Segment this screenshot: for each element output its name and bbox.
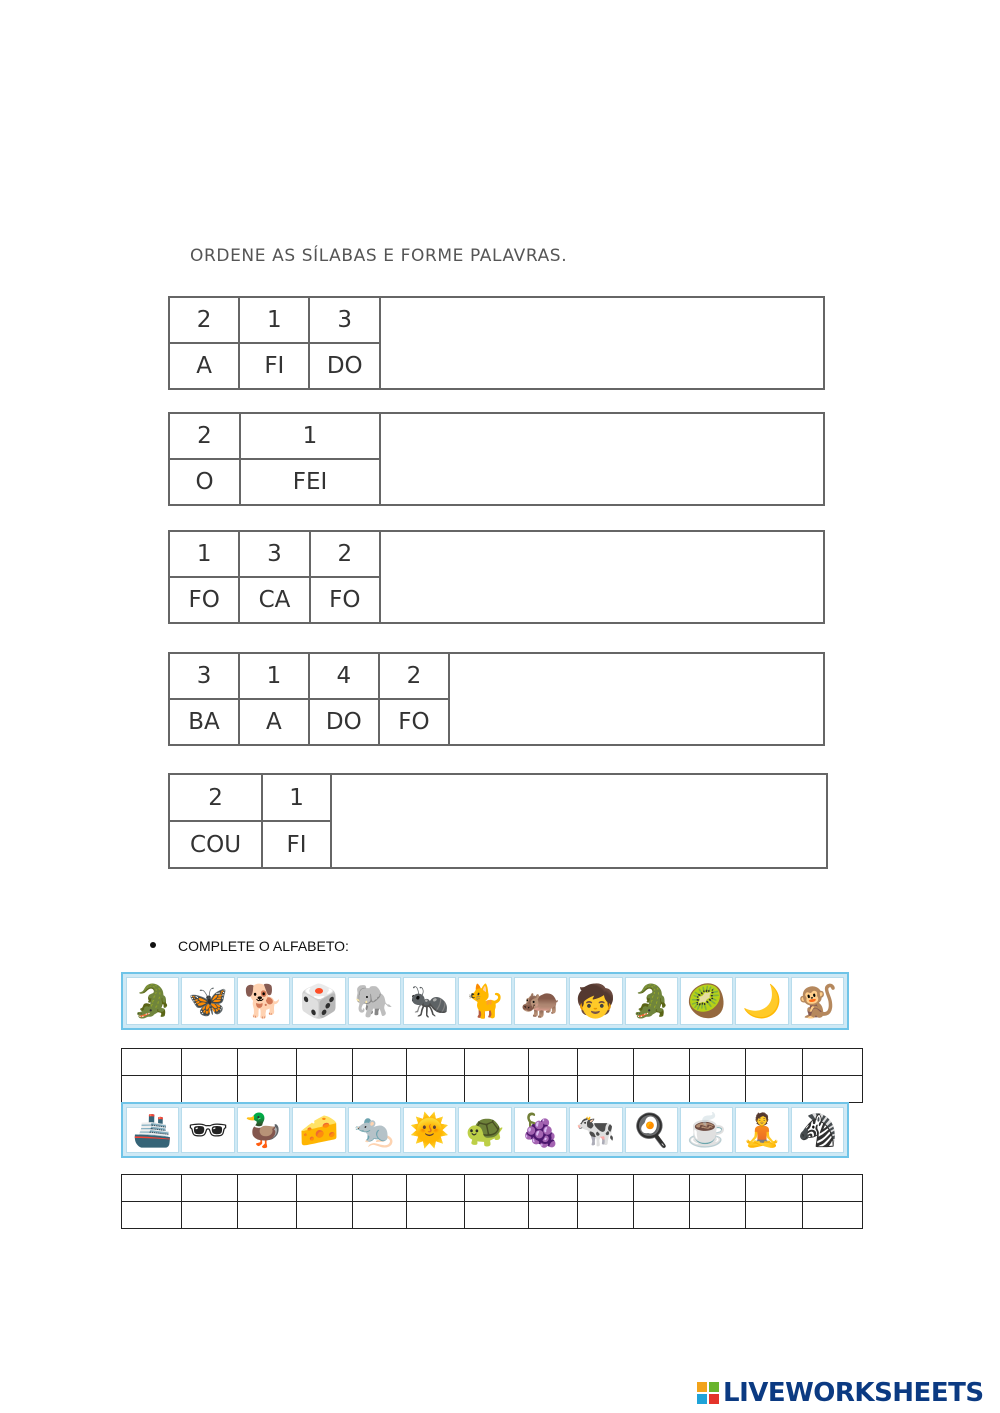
- moon-icon: 🌙: [735, 977, 788, 1025]
- syllable: BA: [170, 699, 239, 744]
- letter-cell[interactable]: [529, 1175, 577, 1202]
- syllable: FO: [310, 577, 380, 622]
- letter-cell[interactable]: [238, 1175, 296, 1202]
- letter-cell[interactable]: [802, 1175, 862, 1202]
- letter-cell[interactable]: [465, 1049, 529, 1076]
- crocodile-icon: 🐊: [625, 977, 678, 1025]
- letter-cell[interactable]: [690, 1076, 746, 1103]
- order-number: 2: [170, 298, 239, 343]
- letter-cell[interactable]: [577, 1175, 633, 1202]
- letter-cell[interactable]: [182, 1202, 238, 1229]
- syllable: FI: [262, 821, 331, 867]
- letter-cell[interactable]: [122, 1175, 182, 1202]
- letter-cell[interactable]: [802, 1202, 862, 1229]
- syllable-table: [170, 654, 450, 744]
- logo-square: [697, 1394, 707, 1404]
- syllable: FO: [379, 699, 449, 744]
- letter-cell[interactable]: [352, 1202, 406, 1229]
- letter-cell[interactable]: [238, 1076, 296, 1103]
- cheese-icon: 🧀: [292, 1107, 345, 1153]
- alphabet-instruction-text: COMPLETE O ALFABETO:: [178, 938, 349, 954]
- letter-grid-1: [121, 1048, 863, 1103]
- ship-icon: 🚢: [126, 1107, 179, 1153]
- syllable: DO: [309, 699, 379, 744]
- letter-cell[interactable]: [634, 1049, 690, 1076]
- letter-cell[interactable]: [122, 1076, 182, 1103]
- syllable: FI: [239, 343, 309, 388]
- cow-icon: 🐄: [569, 1107, 622, 1153]
- butterfly-icon: 🦋: [181, 977, 234, 1025]
- letter-cell[interactable]: [529, 1076, 577, 1103]
- letter-cell[interactable]: [690, 1202, 746, 1229]
- sunglasses-icon: 🕶: [181, 1107, 234, 1153]
- grid-row: [122, 1175, 863, 1202]
- grid-row: [122, 1049, 863, 1076]
- duck-icon: 🦆: [237, 1107, 290, 1153]
- alligator-icon: 🐊: [126, 977, 179, 1025]
- picture-strip-1: [121, 972, 849, 1030]
- instruction-heading: ORDENE AS SÍLABAS E FORME PALAVRAS.: [190, 246, 568, 266]
- letter-cell[interactable]: [407, 1076, 465, 1103]
- letter-cell[interactable]: [529, 1049, 577, 1076]
- letter-cell[interactable]: [238, 1049, 296, 1076]
- logo-square: [709, 1394, 719, 1404]
- logo-square: [709, 1382, 719, 1392]
- answer-field[interactable]: [379, 298, 823, 388]
- monkey-icon: 🐒: [791, 977, 844, 1025]
- syllable: COU: [170, 821, 262, 867]
- elephant-icon: 🐘: [348, 977, 401, 1025]
- logo-mark-icon: [697, 1382, 719, 1404]
- syllable-table: [170, 414, 381, 504]
- exercise-box-3: [168, 530, 825, 624]
- letter-cell[interactable]: [690, 1175, 746, 1202]
- order-number: 1: [240, 414, 380, 459]
- ant-icon: 🐜: [403, 977, 456, 1025]
- grapes-icon: 🍇: [514, 1107, 567, 1153]
- letter-grid-2: [121, 1174, 863, 1229]
- exercise-box-2: [168, 412, 825, 506]
- letter-cell[interactable]: [352, 1175, 406, 1202]
- logo-text: LIVEWORKSHEETS: [723, 1378, 984, 1408]
- letter-cell[interactable]: [465, 1202, 529, 1229]
- letter-cell[interactable]: [238, 1202, 296, 1229]
- order-number: 2: [170, 414, 240, 459]
- letter-cell[interactable]: [746, 1175, 802, 1202]
- letter-cell[interactable]: [746, 1076, 802, 1103]
- letter-cell[interactable]: [296, 1049, 352, 1076]
- letter-cell[interactable]: [182, 1049, 238, 1076]
- order-number: 3: [239, 532, 309, 577]
- kiwi-icon: 🥝: [680, 977, 733, 1025]
- letter-cell[interactable]: [465, 1175, 529, 1202]
- letter-cell[interactable]: [407, 1202, 465, 1229]
- answer-field[interactable]: [379, 532, 823, 622]
- syllable: FEI: [240, 459, 380, 504]
- syllable: FO: [170, 577, 239, 622]
- order-number: 2: [310, 532, 380, 577]
- syllable-table: [170, 775, 332, 867]
- rat-icon: 🐀: [348, 1107, 401, 1153]
- order-number: 4: [309, 654, 379, 699]
- letter-cell[interactable]: [296, 1076, 352, 1103]
- liveworksheets-logo: [697, 1378, 984, 1408]
- yoga-icon: 🧘: [735, 1107, 788, 1153]
- exercise-box-1: [168, 296, 825, 390]
- syllable: A: [170, 343, 239, 388]
- order-number: 1: [239, 654, 309, 699]
- letter-cell[interactable]: [577, 1076, 633, 1103]
- letter-cell[interactable]: [746, 1202, 802, 1229]
- answer-field[interactable]: [448, 654, 823, 744]
- letter-cell[interactable]: [352, 1076, 406, 1103]
- letter-cell[interactable]: [634, 1076, 690, 1103]
- child-icon: 🧒: [569, 977, 622, 1025]
- coffee-cup-icon: ☕: [680, 1107, 733, 1153]
- grid-row: [122, 1076, 863, 1103]
- letter-cell[interactable]: [746, 1049, 802, 1076]
- syllable-table: [170, 298, 381, 388]
- syllable: O: [170, 459, 240, 504]
- letter-cell[interactable]: [529, 1202, 577, 1229]
- exercise-box-4: [168, 652, 825, 746]
- order-number: 2: [379, 654, 449, 699]
- syllable-table: [170, 532, 381, 622]
- order-number: 1: [170, 532, 239, 577]
- picture-strip-2: [121, 1102, 849, 1158]
- order-number: 3: [170, 654, 239, 699]
- syllable: DO: [309, 343, 380, 388]
- order-number: 1: [239, 298, 309, 343]
- letter-cell[interactable]: [296, 1175, 352, 1202]
- letter-cell[interactable]: [122, 1049, 182, 1076]
- syllable: CA: [239, 577, 309, 622]
- sun-icon: 🌞: [403, 1107, 456, 1153]
- order-number: 2: [170, 775, 262, 821]
- alphabet-instruction: [150, 938, 349, 954]
- syllable: A: [239, 699, 309, 744]
- letter-cell[interactable]: [577, 1049, 633, 1076]
- letter-cell[interactable]: [122, 1202, 182, 1229]
- dog-icon: 🐕: [237, 977, 290, 1025]
- answer-field[interactable]: [379, 414, 823, 504]
- letter-cell[interactable]: [577, 1202, 633, 1229]
- letter-cell[interactable]: [296, 1202, 352, 1229]
- hippo-icon: 🦛: [514, 977, 567, 1025]
- letter-cell[interactable]: [182, 1175, 238, 1202]
- exercise-box-5: [168, 773, 828, 869]
- letter-cell[interactable]: [465, 1076, 529, 1103]
- letter-cell[interactable]: [407, 1175, 465, 1202]
- letter-cell[interactable]: [802, 1049, 862, 1076]
- letter-cell[interactable]: [634, 1175, 690, 1202]
- answer-field[interactable]: [332, 775, 826, 867]
- food-icon: 🍳: [625, 1107, 678, 1153]
- grid-row: [122, 1202, 863, 1229]
- letter-cell[interactable]: [182, 1076, 238, 1103]
- bullet-icon: [150, 942, 156, 948]
- letter-cell[interactable]: [407, 1049, 465, 1076]
- dice-icon: 🎲: [292, 977, 345, 1025]
- letter-cell[interactable]: [802, 1076, 862, 1103]
- order-number: 3: [309, 298, 380, 343]
- letter-cell[interactable]: [352, 1049, 406, 1076]
- order-number: 1: [262, 775, 331, 821]
- letter-cell[interactable]: [690, 1049, 746, 1076]
- letter-cell[interactable]: [634, 1202, 690, 1229]
- cat-icon: 🐈: [458, 977, 511, 1025]
- zebra-icon: 🦓: [791, 1107, 844, 1153]
- logo-square: [697, 1382, 707, 1392]
- turtle-icon: 🐢: [458, 1107, 511, 1153]
